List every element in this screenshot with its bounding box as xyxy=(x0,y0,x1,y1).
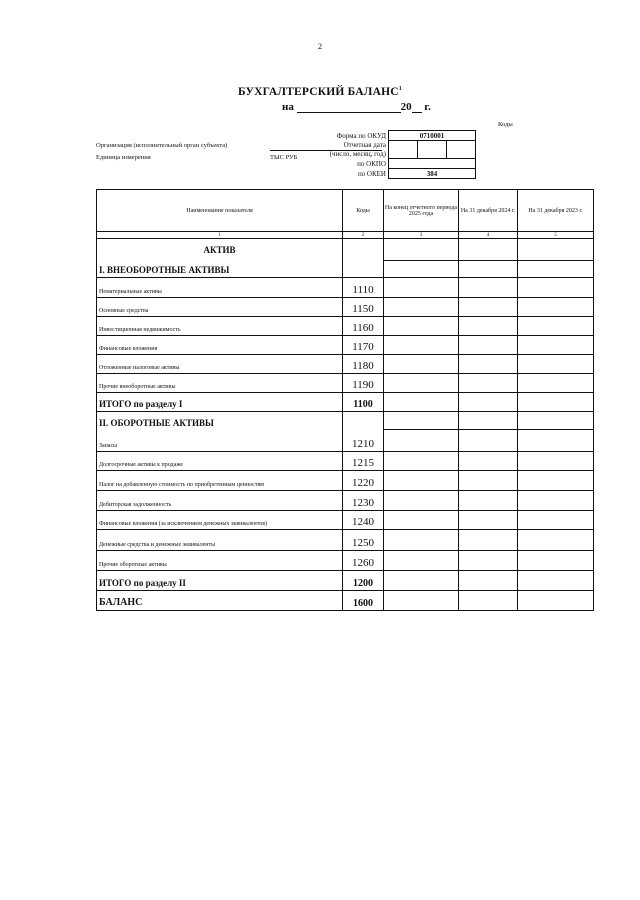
empty-cell xyxy=(343,239,384,261)
table-row xyxy=(97,317,594,336)
section-heading-row xyxy=(97,412,594,430)
value-cell xyxy=(518,591,594,611)
value-cell xyxy=(459,511,518,530)
section1-total-row xyxy=(97,393,594,412)
column-number-row xyxy=(97,232,594,239)
empty-cell xyxy=(343,261,384,278)
table-header-row xyxy=(97,190,594,232)
aktiv-heading: АКТИВ xyxy=(97,239,343,261)
value-cell xyxy=(459,471,518,491)
value-cell xyxy=(459,355,518,374)
column-number: 1 xyxy=(97,232,343,239)
value-cell xyxy=(518,551,594,571)
value-cell xyxy=(518,278,594,298)
value-cell xyxy=(518,471,594,491)
table-row xyxy=(97,452,594,471)
date-blank xyxy=(297,102,401,113)
row-code: 1240 xyxy=(343,511,384,530)
row-name: Основные средства xyxy=(97,298,343,317)
row-name: Нематериальные активы xyxy=(97,278,343,298)
header-name: Наименование показателя xyxy=(97,190,343,232)
value-cell xyxy=(384,336,459,355)
report-date-line xyxy=(282,101,431,113)
value-cell xyxy=(518,336,594,355)
row-code: 1230 xyxy=(343,491,384,511)
value-cell xyxy=(384,571,459,591)
unit-value: ТЫС РУБ xyxy=(270,154,298,161)
code-label: по ОКПО xyxy=(357,159,386,168)
balance-code: 1600 xyxy=(343,591,384,611)
table-row xyxy=(97,355,594,374)
table-row xyxy=(97,298,594,317)
empty-cell xyxy=(518,412,594,430)
empty-cell xyxy=(459,261,518,278)
value-cell xyxy=(459,530,518,551)
value-cell xyxy=(459,551,518,571)
table-row xyxy=(97,551,594,571)
empty-cell xyxy=(518,261,594,278)
row-name: Финансовые вложения (за исключением денежных эквивалентов) xyxy=(97,511,343,530)
balance-name: БАЛАНС xyxy=(97,591,343,611)
row-name: Долгосрочные активы к продаже xyxy=(97,452,343,471)
empty-cell xyxy=(518,239,594,261)
total-code: 1200 xyxy=(343,571,384,591)
row-name: Финансовые вложения xyxy=(97,336,343,355)
date-day-cell xyxy=(389,141,418,159)
value-cell xyxy=(384,591,459,611)
empty-cell xyxy=(459,412,518,430)
codes-table xyxy=(304,130,476,179)
row-code: 1160 xyxy=(343,317,384,336)
row-name: Налог на добавленную стоимость по приобретенным ценностям xyxy=(97,471,343,491)
value-cell xyxy=(459,491,518,511)
value-cell xyxy=(518,430,594,452)
value-cell xyxy=(459,298,518,317)
row-name: Дебиторская задолженность xyxy=(97,491,343,511)
document-title xyxy=(0,86,640,98)
header-prev-prev-year: На 31 декабря 2023 г. xyxy=(518,190,594,232)
codes-header: Коды xyxy=(498,121,513,128)
balance-row xyxy=(97,591,594,611)
value-cell xyxy=(518,317,594,336)
value-cell xyxy=(384,530,459,551)
codes-row-date xyxy=(304,141,476,150)
row-name: Инвестиционная недвижимость xyxy=(97,317,343,336)
value-cell xyxy=(384,393,459,412)
codes-row-okud xyxy=(304,131,476,141)
value-cell xyxy=(459,393,518,412)
date-month-cell xyxy=(418,141,447,159)
empty-cell xyxy=(343,412,384,430)
empty-cell xyxy=(384,261,459,278)
date-suffix: г. xyxy=(424,101,431,113)
page-number: 2 xyxy=(318,42,322,51)
row-code: 1220 xyxy=(343,471,384,491)
row-code: 1110 xyxy=(343,278,384,298)
value-cell xyxy=(384,452,459,471)
table-row xyxy=(97,336,594,355)
value-cell xyxy=(518,511,594,530)
column-number: 5 xyxy=(518,232,594,239)
row-name: Прочие внеоборотные активы xyxy=(97,374,343,393)
value-cell xyxy=(518,298,594,317)
value-cell xyxy=(459,571,518,591)
value-cell xyxy=(384,491,459,511)
row-code: 1260 xyxy=(343,551,384,571)
title-text: БУХГАЛТЕРСКИЙ БАЛАНС xyxy=(238,86,399,98)
value-cell xyxy=(518,452,594,471)
date-prefix: на xyxy=(282,101,294,113)
row-name: Прочие оборотные активы xyxy=(97,551,343,571)
section2-total-row xyxy=(97,571,594,591)
value-cell xyxy=(384,471,459,491)
table-row xyxy=(97,430,594,452)
empty-cell xyxy=(459,239,518,261)
empty-cell xyxy=(384,239,459,261)
row-name: Денежные средства и денежные эквиваленты xyxy=(97,530,343,551)
value-cell xyxy=(384,511,459,530)
title-footnote: 1 xyxy=(398,86,402,93)
value-cell xyxy=(459,336,518,355)
row-code: 1215 xyxy=(343,452,384,471)
value-cell xyxy=(518,393,594,412)
section1-title: I. ВНЕОБОРОТНЫЕ АКТИВЫ xyxy=(97,261,343,278)
total-name: ИТОГО по разделу II xyxy=(97,571,343,591)
section-heading-row xyxy=(97,261,594,278)
row-code: 1250 xyxy=(343,530,384,551)
header-period-end: На конец отчетного периода 2025 года xyxy=(384,190,459,232)
value-cell xyxy=(518,374,594,393)
header-prev-year: На 31 декабря 2024 г. xyxy=(459,190,518,232)
empty-cell xyxy=(384,412,459,430)
row-code: 1170 xyxy=(343,336,384,355)
table-row xyxy=(97,471,594,491)
value-cell xyxy=(384,374,459,393)
header-codes: Коды xyxy=(343,190,384,232)
value-cell xyxy=(518,491,594,511)
row-code: 1190 xyxy=(343,374,384,393)
organization-label: Организация (исполнительный орган субъекта) xyxy=(96,142,228,149)
value-cell xyxy=(459,374,518,393)
value-cell xyxy=(459,591,518,611)
balance-table xyxy=(96,189,594,611)
total-name: ИТОГО по разделу I xyxy=(97,393,343,412)
row-code: 1180 xyxy=(343,355,384,374)
value-cell xyxy=(459,430,518,452)
value-cell xyxy=(384,355,459,374)
value-cell xyxy=(384,551,459,571)
code-value: 0710001 xyxy=(389,131,476,141)
table-row xyxy=(97,530,594,551)
codes-row-okei xyxy=(304,169,476,179)
row-code: 1150 xyxy=(343,298,384,317)
row-name: Отложенные налоговые активы xyxy=(97,355,343,374)
table-row xyxy=(97,374,594,393)
table-row xyxy=(97,491,594,511)
column-number: 2 xyxy=(343,232,384,239)
aktiv-row xyxy=(97,239,594,261)
table-row xyxy=(97,511,594,530)
column-number: 3 xyxy=(384,232,459,239)
codes-row-okpo xyxy=(304,159,476,169)
code-label: по ОКЕИ xyxy=(357,169,386,178)
column-number: 4 xyxy=(459,232,518,239)
value-cell xyxy=(518,355,594,374)
code-label: (число, месяц, год) xyxy=(329,150,386,158)
value-cell xyxy=(459,452,518,471)
value-cell xyxy=(384,430,459,452)
value-cell xyxy=(459,317,518,336)
code-value: 384 xyxy=(389,169,476,179)
value-cell xyxy=(518,571,594,591)
value-cell xyxy=(384,278,459,298)
value-cell xyxy=(384,317,459,336)
year-blank xyxy=(412,102,422,113)
code-label: Форма по ОКУД xyxy=(336,131,386,140)
row-code: 1210 xyxy=(343,430,384,452)
section2-title: II. ОБОРОТНЫЕ АКТИВЫ xyxy=(97,412,343,430)
code-value xyxy=(389,159,476,169)
value-cell xyxy=(384,298,459,317)
table-row xyxy=(97,278,594,298)
value-cell xyxy=(518,530,594,551)
organization-line xyxy=(270,150,382,151)
code-label: Отчетная дата xyxy=(343,141,386,149)
unit-label: Единица измерения xyxy=(96,154,151,161)
value-cell xyxy=(459,278,518,298)
row-name: Запасы xyxy=(97,430,343,452)
total-code: 1100 xyxy=(343,393,384,412)
date-year: 20 xyxy=(400,101,412,113)
date-year-cell xyxy=(447,141,476,159)
